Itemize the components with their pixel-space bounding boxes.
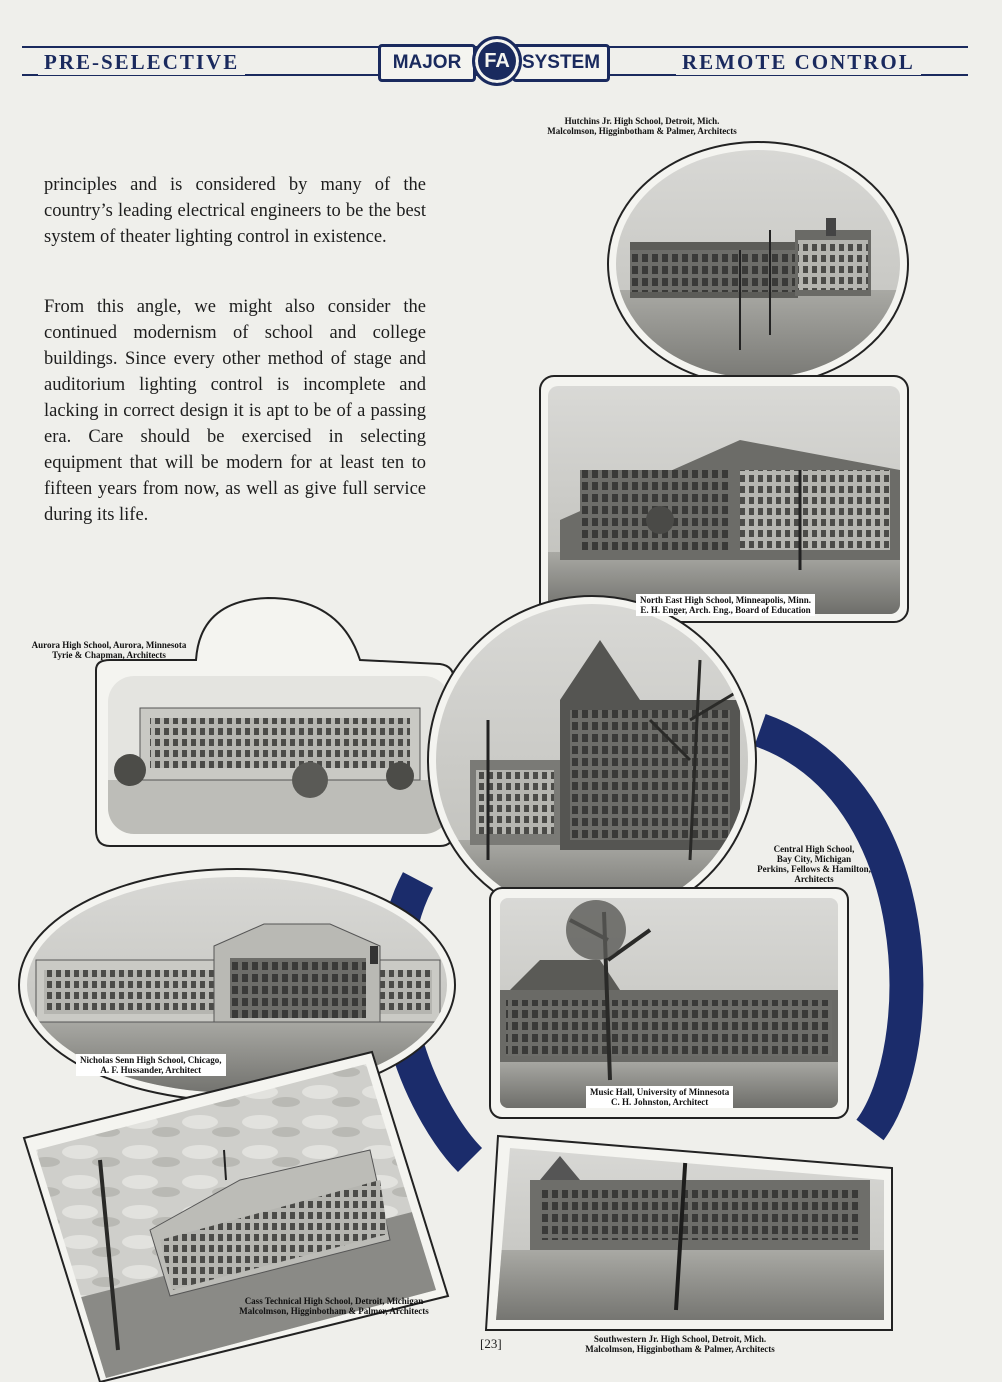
- caption-aurora-name: Aurora High School, Aurora, Minnesota: [31, 640, 187, 650]
- caption-music-arch: C. H. Johnston, Architect: [610, 1097, 709, 1107]
- caption-southwestern: [550, 1334, 810, 1354]
- caption-aurora-arch: Tyrie & Chapman, Architects: [52, 650, 166, 660]
- caption-central-city: Bay City, Michigan: [776, 854, 852, 864]
- caption-aurora: [14, 640, 204, 660]
- caption-sw-name: Southwestern Jr. High School, Detroit, Mich.: [593, 1334, 767, 1344]
- caption-hutchins-name: Hutchins Jr. High School, Detroit, Mich.: [564, 116, 720, 126]
- body-paragraph-1: principles and is considered by many of the country’s leading electrical engineers to be the best system of theater lighting control in existence.: [44, 175, 426, 247]
- caption-music-name: Music Hall, University of Minnesota: [590, 1087, 730, 1097]
- caption-senn-arch: A. F. Hussander, Architect: [100, 1065, 202, 1075]
- photo-northeast: [548, 386, 900, 614]
- header-right-title: REMOTE CONTROL: [676, 50, 921, 75]
- caption-cass: [204, 1296, 464, 1316]
- caption-central-arch2: Architects: [794, 874, 834, 884]
- caption-music-hall: [586, 1086, 733, 1108]
- caption-northeast-name: North East High School, Minneapolis, Minn.: [640, 595, 812, 605]
- photo-music-hall: [500, 898, 838, 1108]
- logo-major: MAJOR: [378, 44, 476, 82]
- caption-northeast-arch: E. H. Enger, Arch. Eng., Board of Education: [640, 605, 811, 615]
- caption-cass-name: Cass Technical High School, Detroit, Michigan: [244, 1296, 424, 1306]
- caption-central-name: Central High School,: [773, 844, 855, 854]
- logo-system: SYSTEM: [512, 44, 610, 82]
- photo-hutchins: [600, 140, 920, 400]
- caption-senn-name: Nicholas Senn High School, Chicago,: [80, 1055, 222, 1065]
- header-left-title: PRE-SELECTIVE: [38, 50, 245, 75]
- caption-sw-arch: Malcolmson, Higginbotham & Palmer, Architects: [585, 1344, 775, 1354]
- caption-central: [744, 844, 884, 884]
- body-paragraph-2: From this angle, we might also consider the continued modernism of school and college buildings. Since every other method of stage and auditorium lighting control is incomplete and lacking in correct design it is apt to be of a passing era. Care should be exercised in selecting equipment that will be modern for at least ten to fifteen years from now, as well as give full service during its life.: [44, 297, 426, 525]
- caption-hutchins-arch: Malcolmson, Higginbotham & Palmer, Architects: [547, 126, 737, 136]
- caption-cass-arch: Malcolmson, Higginbotham & Palmer, Architects: [239, 1306, 429, 1316]
- caption-senn: [76, 1054, 226, 1076]
- caption-hutchins: [512, 116, 772, 136]
- caption-northeast: [636, 594, 815, 616]
- photo-aurora: [108, 676, 450, 834]
- logo-fa-emblem: FA: [472, 36, 522, 86]
- caption-central-arch: Perkins, Fellows & Hamilton,: [757, 864, 871, 874]
- page-number: [23]: [480, 1336, 502, 1351]
